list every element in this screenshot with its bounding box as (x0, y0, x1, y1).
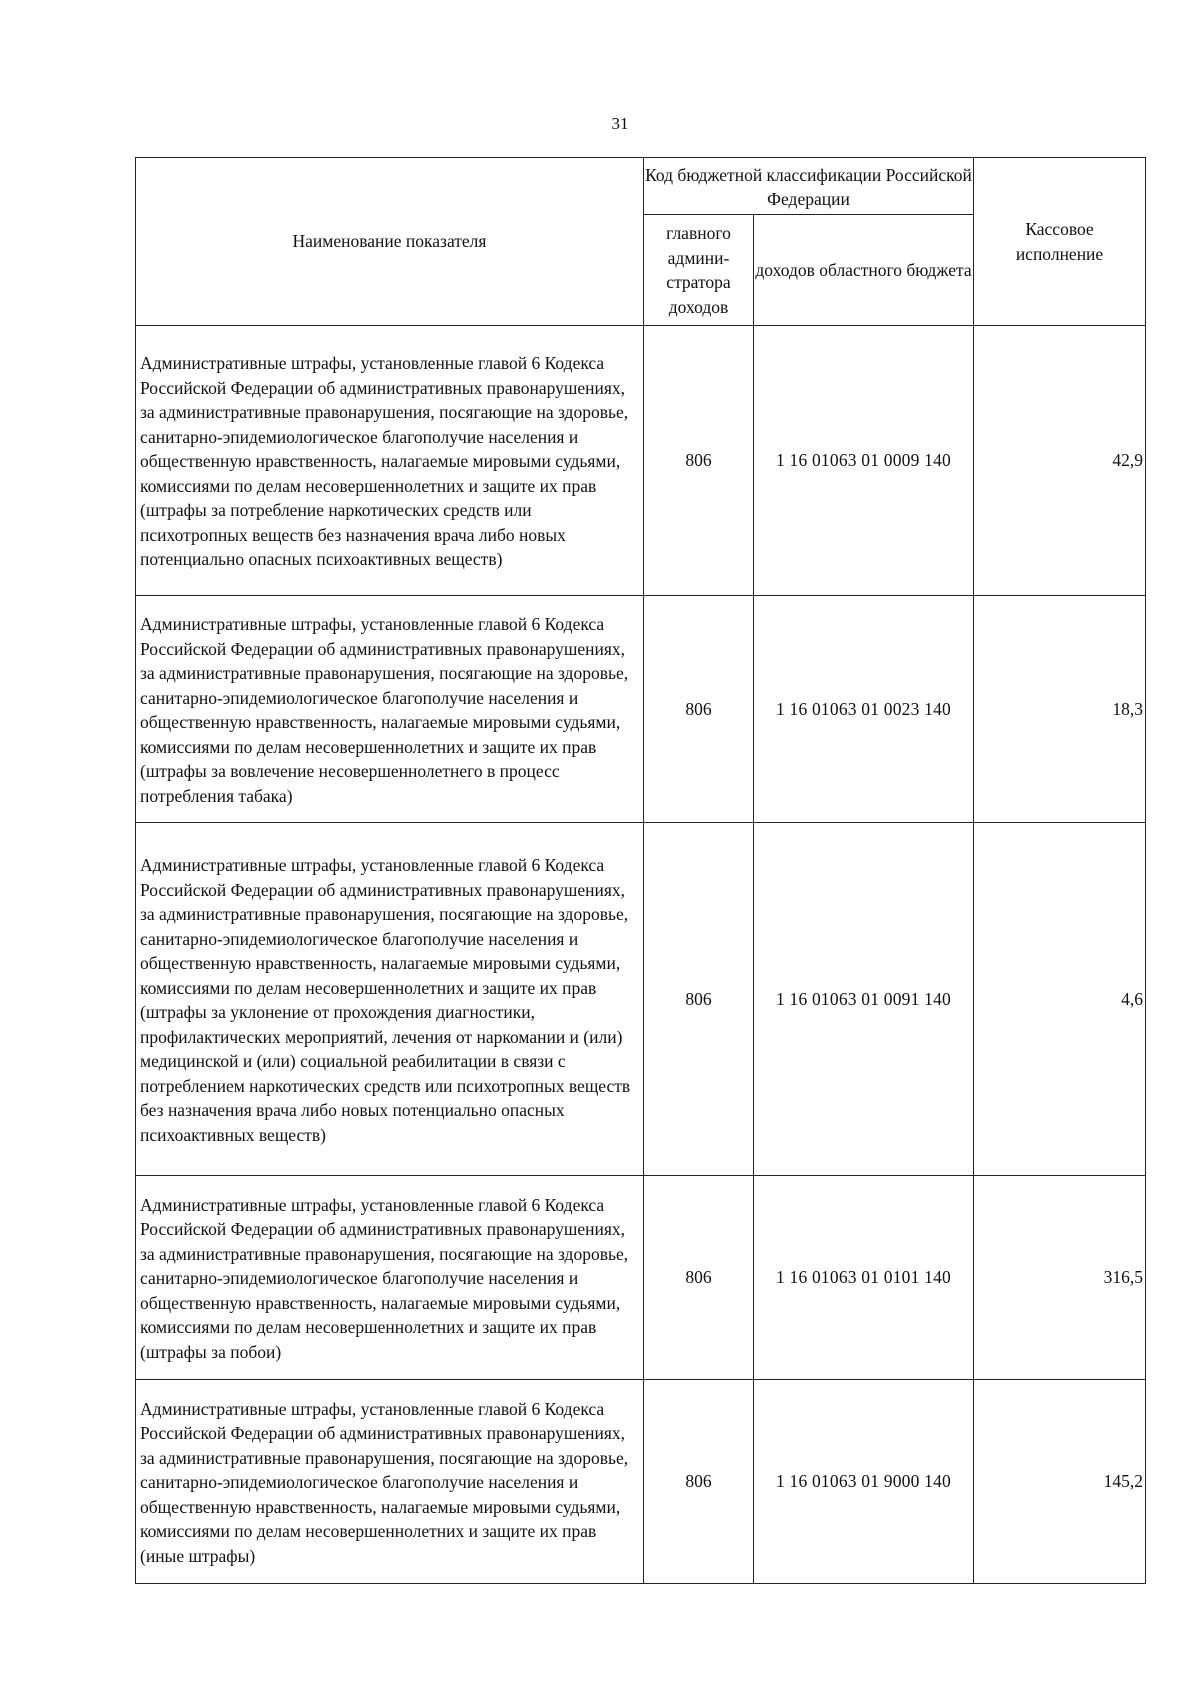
header-code-group: Код бюджетной классификации Российской Федерации (644, 158, 974, 215)
header-revenue: доходов областного бюджета (754, 215, 974, 326)
row-execution: 18,3 (974, 596, 1146, 823)
row-name: Административные штрафы, установленные главой 6 Кодекса Российской Федерации об административных правонарушениях, за административные правонарушения, посягающие на здоровье, санитарно-эпидемиологическое благополучие населения и общественную нравственность, налагаемые мировыми судьями, комиссиями по делам несовершеннолетних и защите их прав (иные штрафы) (136, 1380, 644, 1584)
table-row (136, 1380, 1146, 1584)
row-name: Административные штрафы, установленные главой 6 Кодекса Российской Федерации об административных правонарушениях, за административные правонарушения, посягающие на здоровье, санитарно-эпидемиологическое благополучие населения и общественную нравственность, налагаемые мировыми судьями, комиссиями по делам несовершеннолетних и защите их прав (штрафы за вовлечение несовершеннолетнего в процесс потребления табака) (136, 596, 644, 823)
row-execution: 145,2 (974, 1380, 1146, 1584)
table-header-row (136, 158, 1146, 215)
row-budget-code: 1 16 01063 01 0009 140 (754, 326, 974, 596)
row-budget-code: 1 16 01063 01 0091 140 (754, 823, 974, 1176)
row-admin-code: 806 (644, 1380, 754, 1584)
header-admin: главного админи-стратора доходов (644, 215, 754, 326)
row-admin-code: 806 (644, 1176, 754, 1380)
row-name: Административные штрафы, установленные главой 6 Кодекса Российской Федерации об административных правонарушениях, за административные правонарушения, посягающие на здоровье, санитарно-эпидемиологическое благополучие населения и общественную нравственность, налагаемые мировыми судьями, комиссиями по делам несовершеннолетних и защите их прав (штрафы за уклонение от прохождения диагностики, профилактических мероприятий, лечения от наркомании и (или) медицинской и (или) социальной реабилитации в связи с потреблением наркотических средств или психотропных веществ без назначения врача либо новых потенциально опасных психоактивных веществ) (136, 823, 644, 1176)
row-admin-code: 806 (644, 823, 754, 1176)
row-execution: 4,6 (974, 823, 1146, 1176)
row-admin-code: 806 (644, 326, 754, 596)
table-row (136, 326, 1146, 596)
table-row (136, 1176, 1146, 1380)
row-name: Административные штрафы, установленные главой 6 Кодекса Российской Федерации об административных правонарушениях, за административные правонарушения, посягающие на здоровье, санитарно-эпидемиологическое благополучие населения и общественную нравственность, налагаемые мировыми судьями, комиссиями по делам несовершеннолетних и защите их прав (штрафы за побои) (136, 1176, 644, 1380)
row-execution: 316,5 (974, 1176, 1146, 1380)
budget-table (135, 157, 1146, 1584)
row-name: Административные штрафы, установленные главой 6 Кодекса Российской Федерации об административных правонарушениях, за административные правонарушения, посягающие на здоровье, санитарно-эпидемиологическое благополучие населения и общественную нравственность, налагаемые мировыми судьями, комиссиями по делам несовершеннолетних и защите их прав (штрафы за потребление наркотических средств или психотропных веществ без назначения врача либо новых потенциально опасных психоактивных веществ) (136, 326, 644, 596)
table-row (136, 596, 1146, 823)
page-number: 31 (611, 114, 629, 133)
row-budget-code: 1 16 01063 01 0023 140 (754, 596, 974, 823)
header-name: Наименование показателя (136, 158, 644, 326)
table-row (136, 823, 1146, 1176)
row-budget-code: 1 16 01063 01 0101 140 (754, 1176, 974, 1380)
row-execution: 42,9 (974, 326, 1146, 596)
row-admin-code: 806 (644, 596, 754, 823)
row-budget-code: 1 16 01063 01 9000 140 (754, 1380, 974, 1584)
header-execution: Кассовое исполнение (974, 158, 1146, 326)
